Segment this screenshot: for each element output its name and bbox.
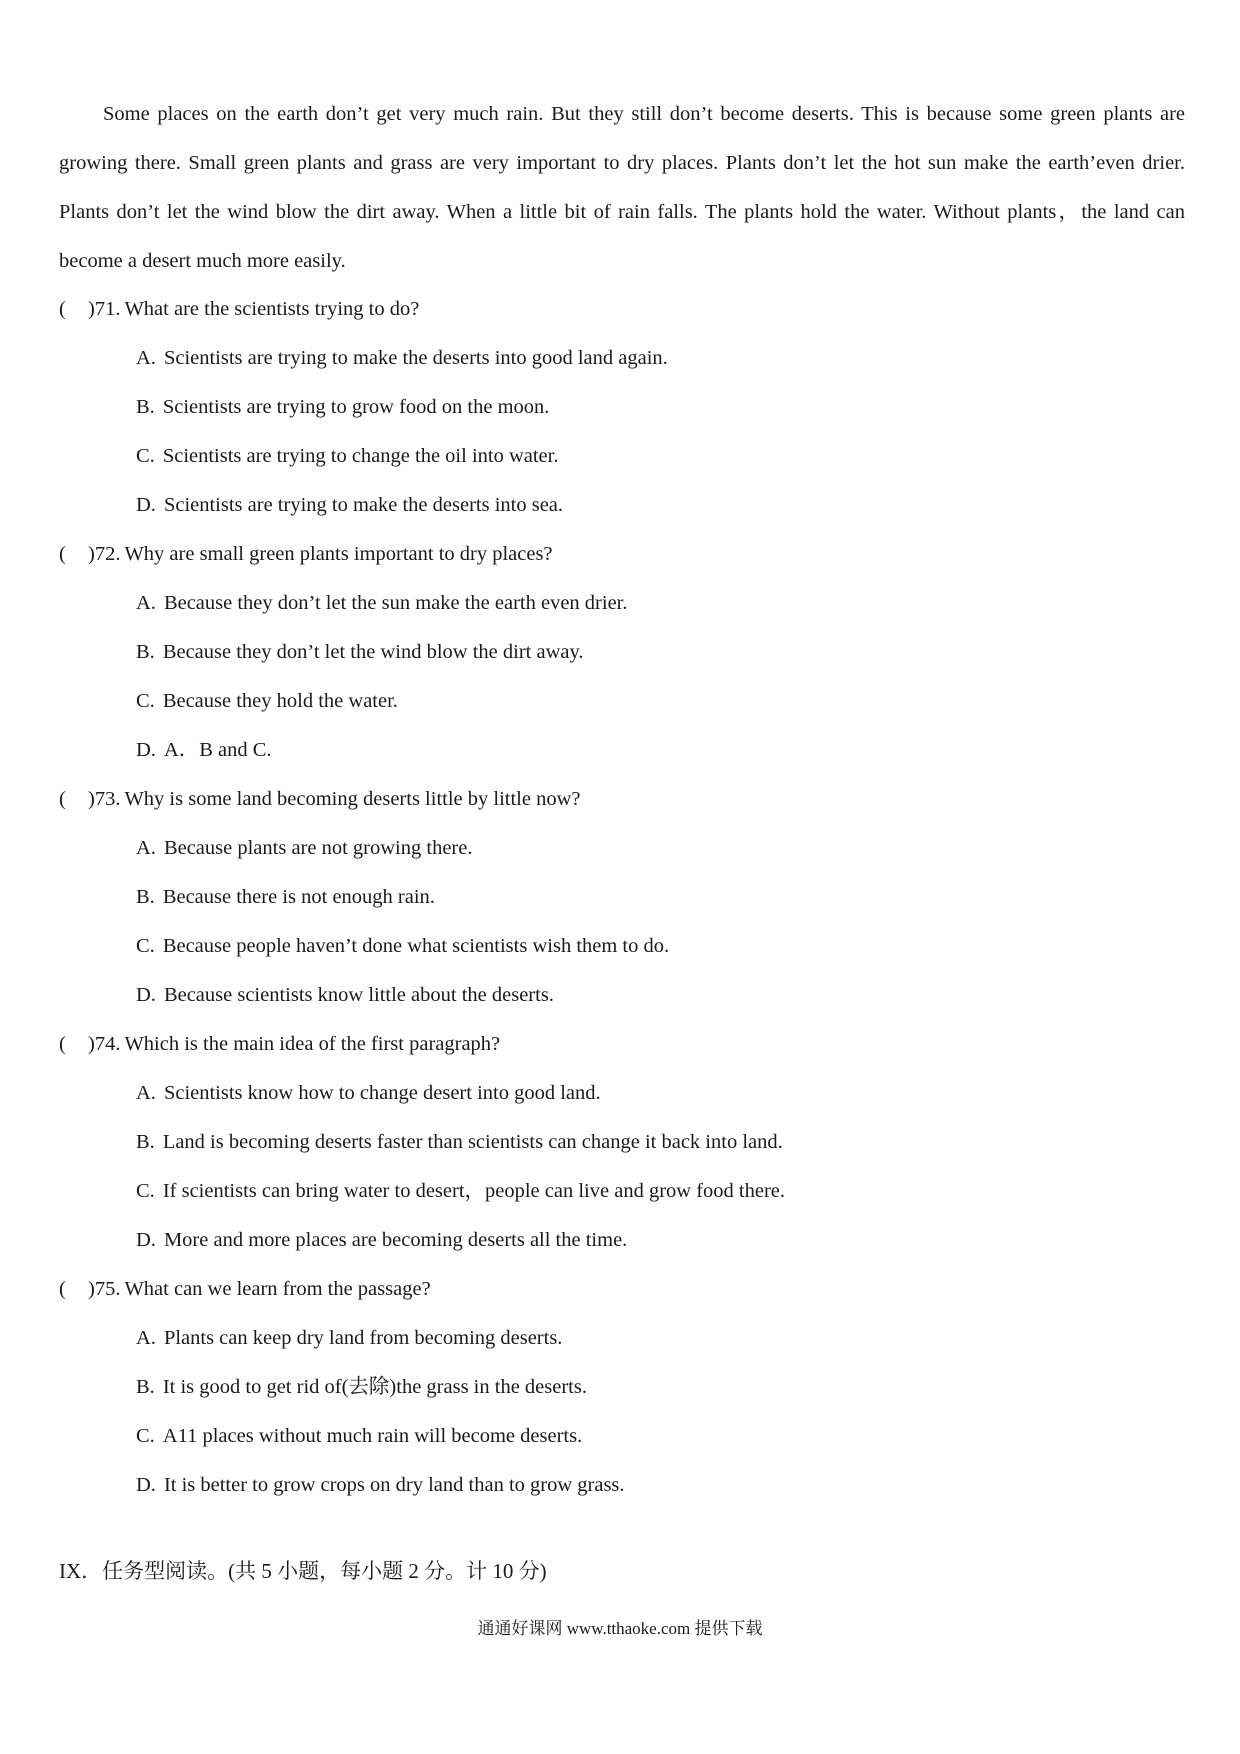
- option-c: [59, 1412, 1185, 1461]
- option-text: Plants can keep dry land from becoming deserts.: [163, 1327, 563, 1349]
- option-c: [59, 922, 1185, 971]
- option-d: [59, 726, 1185, 775]
- option-letter: D.: [136, 984, 156, 1006]
- option-text: Scientists are trying to change the oil into water.: [162, 445, 559, 467]
- option-letter: A.: [136, 347, 156, 369]
- answer-bracket-open: (: [59, 788, 66, 810]
- option-text: Scientists are trying to grow food on the moon.: [162, 396, 550, 418]
- question-text: What are the scientists trying to do?: [124, 298, 420, 320]
- option-b: [59, 628, 1185, 677]
- page-footer: 通通好课网 www.tthaoke.com 提供下载: [477, 1619, 763, 1638]
- option-text: It is good to get rid of(去除)the grass in the deserts.: [162, 1376, 587, 1398]
- question-72: [59, 530, 1185, 775]
- option-b: [59, 1118, 1185, 1167]
- question-stem: [59, 1265, 1185, 1314]
- option-c: [59, 432, 1185, 481]
- option-letter: B.: [136, 641, 155, 663]
- option-letter: C.: [136, 1425, 155, 1447]
- question-number: 73.: [94, 788, 121, 810]
- option-a: [59, 824, 1185, 873]
- question-number: 71.: [94, 298, 121, 320]
- question-75: [59, 1265, 1185, 1510]
- question-list: [59, 285, 1185, 1510]
- option-c: [59, 1167, 1185, 1216]
- option-letter: C.: [136, 935, 155, 957]
- question-stem: [59, 285, 1185, 334]
- option-d: [59, 481, 1185, 530]
- question-stem: [59, 530, 1185, 579]
- option-letter: B.: [136, 396, 155, 418]
- answer-bracket-open: (: [59, 1278, 66, 1300]
- option-letter: B.: [136, 1131, 155, 1153]
- question-text: Which is the main idea of the first paragraph?: [124, 1033, 501, 1055]
- option-text: Because they don’t let the wind blow the dirt away.: [162, 641, 584, 663]
- answer-bracket-open: (: [59, 1033, 66, 1055]
- answer-bracket-close: ): [88, 543, 95, 565]
- option-letter: C.: [136, 1180, 155, 1202]
- question-text: Why is some land becoming deserts little by little now?: [124, 788, 581, 810]
- option-text: A．B and C.: [163, 739, 272, 761]
- option-letter: B.: [136, 886, 155, 908]
- option-letter: D.: [136, 494, 156, 516]
- option-letter: A.: [136, 837, 156, 859]
- option-a: [59, 334, 1185, 383]
- option-text: Scientists are trying to make the deserts into good land again.: [163, 347, 668, 369]
- option-text: If scientists can bring water to desert，people can live and grow food there.: [162, 1180, 785, 1202]
- option-letter: A.: [136, 592, 156, 614]
- question-stem: [59, 775, 1185, 824]
- option-text: Because there is not enough rain.: [162, 886, 435, 908]
- answer-bracket-open: (: [59, 543, 66, 565]
- option-text: Because scientists know little about the deserts.: [163, 984, 554, 1006]
- option-letter: B.: [136, 1376, 155, 1398]
- option-d: [59, 971, 1185, 1020]
- answer-bracket-close: ): [88, 1033, 95, 1055]
- option-c: [59, 677, 1185, 726]
- reading-passage: Some places on the earth don’t get very much rain. But they still don’t become deserts. This is because some green plants are growing there. Small green plants and grass are very important to dry places. Plants don’t let the hot sun make the earth’even drier. Plants don’t let the wind blow the dirt away. When a little bit of rain falls. The plants hold the water. Without plants，the land can become a desert much more easily.: [59, 103, 1185, 272]
- question-stem: [59, 1020, 1185, 1069]
- answer-bracket-close: ): [88, 788, 95, 810]
- option-text: More and more places are becoming deserts all the time.: [163, 1229, 628, 1251]
- question-text: Why are small green plants important to dry places?: [124, 543, 553, 565]
- option-text: It is better to grow crops on dry land than to grow grass.: [163, 1474, 625, 1496]
- option-letter: C.: [136, 445, 155, 467]
- option-letter: C.: [136, 690, 155, 712]
- option-text: Because plants are not growing there.: [163, 837, 473, 859]
- option-text: A11 places without much rain will become deserts.: [162, 1425, 583, 1447]
- answer-bracket-close: ): [88, 298, 95, 320]
- option-d: [59, 1461, 1185, 1510]
- question-71: [59, 285, 1185, 530]
- option-letter: D.: [136, 739, 156, 761]
- option-b: [59, 383, 1185, 432]
- question-number: 74.: [94, 1033, 121, 1055]
- option-b: [59, 873, 1185, 922]
- question-text: What can we learn from the passage?: [124, 1278, 431, 1300]
- option-letter: D.: [136, 1474, 156, 1496]
- option-letter: A.: [136, 1082, 156, 1104]
- option-text: Scientists are trying to make the deserts into sea.: [163, 494, 564, 516]
- question-number: 75.: [94, 1278, 121, 1300]
- option-d: [59, 1216, 1185, 1265]
- option-a: [59, 579, 1185, 628]
- option-text: Because they don’t let the sun make the earth even drier.: [163, 592, 628, 614]
- option-a: [59, 1314, 1185, 1363]
- option-text: Because they hold the water.: [162, 690, 398, 712]
- answer-bracket-open: (: [59, 298, 66, 320]
- section-heading: IX．任务型阅读。(共 5 小题，每小题 2 分。计 10 分): [59, 1559, 547, 1583]
- option-text: Because people haven’t done what scientists wish them to do.: [162, 935, 670, 957]
- question-74: [59, 1020, 1185, 1265]
- option-letter: A.: [136, 1327, 156, 1349]
- answer-bracket-close: ): [88, 1278, 95, 1300]
- option-a: [59, 1069, 1185, 1118]
- question-number: 72.: [94, 543, 121, 565]
- option-text: Scientists know how to change desert into good land.: [163, 1082, 601, 1104]
- question-73: [59, 775, 1185, 1020]
- option-letter: D.: [136, 1229, 156, 1251]
- option-b: [59, 1363, 1185, 1412]
- option-text: Land is becoming deserts faster than scientists can change it back into land.: [162, 1131, 783, 1153]
